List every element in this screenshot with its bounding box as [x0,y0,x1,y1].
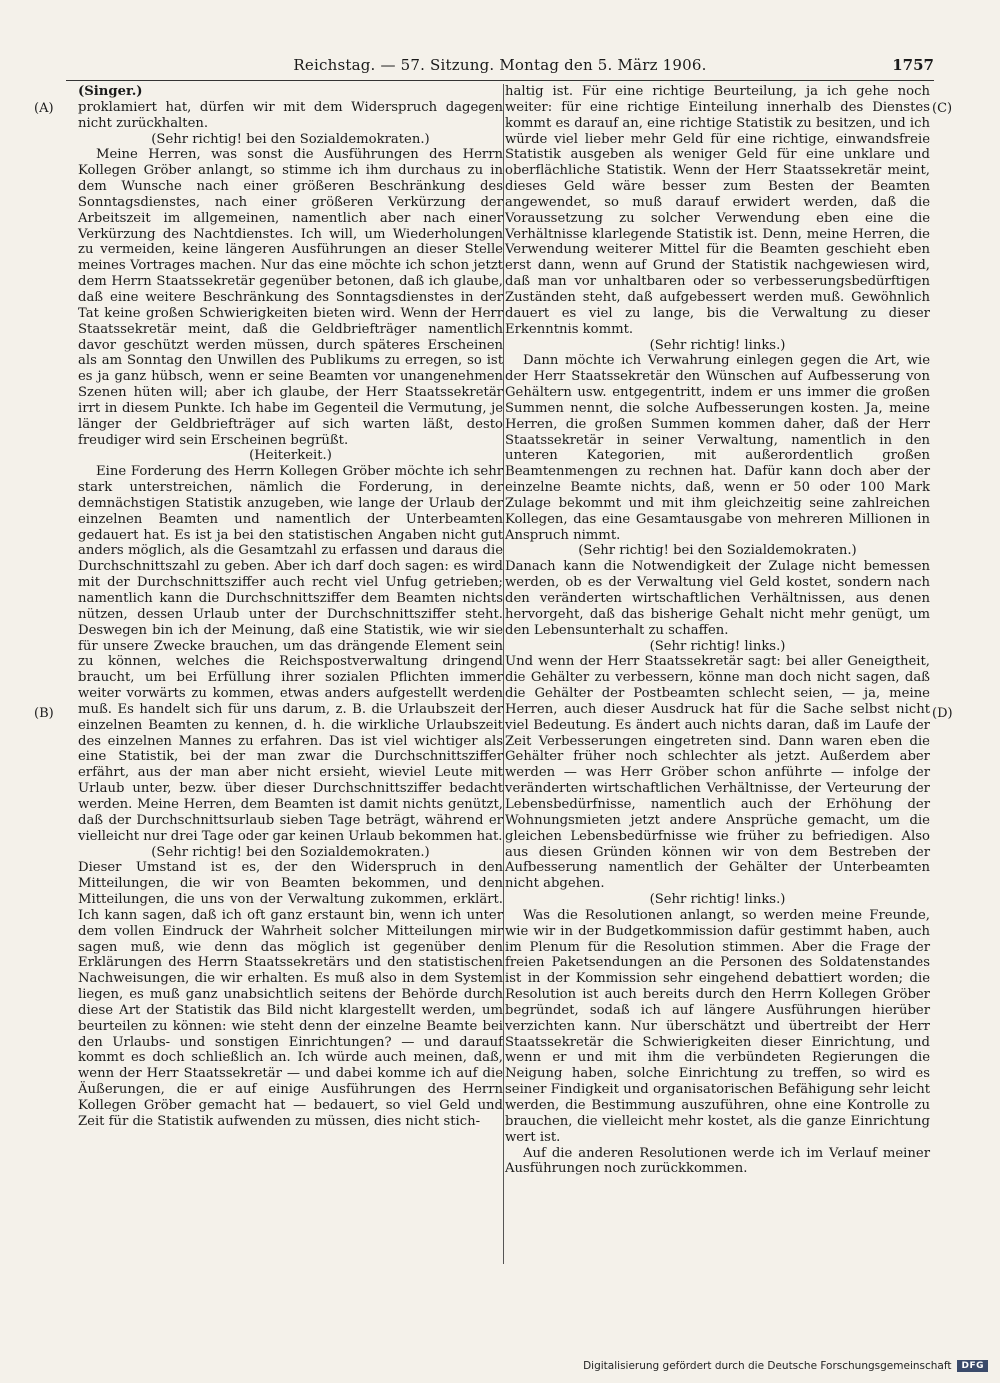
header-rule [66,80,934,81]
paragraph: Dann möchte ich Verwahrung einlegen gegen die Art, wie der Herr Staatssekretär den Wünschen auf Aufbesserung von Gehältern usw. entgegentritt, indem er uns immer die großen Summen nennt, die solche Aufbesserungen kosten. Ja, meine Herren, die großen Summen kommen daher, daß der Herr Staatssekretär in seiner Verwaltung, namentlich in den unteren Kategorien, mit außerordentlich großen Beamtenmengen zu rechnen hat. Dafür kann doch aber der einzelne Beamte nichts, daß, wenn er 50 oder 100 Mark Zulage bekommt und mit ihm gleichzeitig seine zahlreichen Kollegen, das eine Gesamtausgabe von mehreren Millionen in Anspruch nimmt. [505,353,930,543]
paragraph: haltig ist. Für eine richtige Beurteilung, ja ich gehe noch weiter: für eine richtige Einteilung innerhalb des Dienstes kommt es darauf an, eine richtige Statistik zu besitzen, und ich würde viel lieber mehr Geld für eine richtige, einwandsfreie Statistik ausgeben als weniger Geld für eine unklare und oberflächliche Statistik. Wenn der Herr Staatssekretär meint, dieses Geld wäre besser zum Besten der Beamten angewendet, so muß darauf erwidert werden, daß die Voraussetzung zu solcher Verwendung eben eine die Verhältnisse klarlegende Statistik ist. Denn, meine Herren, die Verwendung weiterer Mittel für die Beamten geschieht eben erst dann, wenn auf Grund der Statistik nachgewiesen wird, daß man vor unhaltbaren oder so verbesserungsbedürftigen Zuständen steht, daß aufgebessert werden muß. Gewöhnlich dauert es viel zu lange, bis die Verwaltung zu dieser Erkenntnis kommt. [505,84,930,337]
paragraph: Eine Forderung des Herrn Kollegen Gröber möchte ich sehr stark unterstreichen, nämlich die Forderung, in der demnächstigen Statistik anzugeben, wie lange der Urlaub der einzelnen Beamten und namentlich der Unterbeamten gedauert hat. Es ist ja bei den statistischen Angaben nicht gut anders möglich, als die Gesamtzahl zu erfassen und daraus die Durchschnittszahl zu geben. Aber ich darf doch sagen: es wird mit der Durchschnittsziffer auch recht viel Unfug getrieben; namentlich kann die Durchschnittsziffer dem Beamten nichts nützen, dessen Urlaub unter der Durchschnittsziffer steht. Deswegen bin ich der Meinung, daß eine Statistik, wie wir sie für unsere Zwecke brauchen, um das drängende Element sein zu können, welches die Reichspostverwaltung dringend braucht, um bei Erfüllung ihrer sozialen Pflichten immer weiter vorwärts zu kommen, etwas anders aufgestellt werden muß. Es handelt sich für uns darum, z. B. die Urlaubszeit der einzelnen Beamten zu kennen, d. h. die wirkliche Urlaubszeit des einzelnen Mannes zu erfahren. Das ist viel wichtiger als eine Statistik, bei der man zwar die Durchschnittsziffer erfährt, aus der man aber nicht ersieht, wieviel Leute mit Urlaub unter, bezw. über dieser Durchschnittsziffer bedacht werden. Meine Herren, dem Beamten ist damit nichts genützt, daß der Durchschnittsurlaub sieben Tage beträgt, während er vielleicht nur drei Tage oder gar keinen Urlaub bekommen hat. [78,464,503,844]
paragraph: Meine Herren, was sonst die Ausführungen des Herrn Kollegen Gröber anlangt, so stimme ich ihm durchaus zu in dem Wunsche nach einer größeren Beschränkung des Sonntagsdienstes, nach einer größeren Verkürzung der Arbeitszeit im allgemeinen, namentlich aber nach einer Verkürzung des Nachtdienstes. Ich will, um Wiederholungen zu vermeiden, keine längeren Ausführungen an dieser Stelle meines Vortrages machen. Nur das eine möchte ich schon jetzt dem Herrn Staatssekretär gegenüber betonen, daß ich glaube, daß eine weitere Beschränkung des Sonntagsdienstes in der Tat keine großen Schwierigkeiten bieten wird. Wenn der Herr Staatssekretär meint, daß die Geldbriefträger namentlich davor geschützt werden müssen, durch späteres Erscheinen als am Sonntag den Unwillen des Publikums zu erregen, so ist es ja ganz hübsch, wenn er seine Beamten vor unangenehmen Szenen hüten will; aber ich glaube, der Herr Staatssekretär irrt in diesem Punkte. Ich habe im Gegenteil die Vermutung, je länger der Geldbriefträger auf sich warten läßt, desto freudiger wird sein Erscheinen begrüßt. [78,147,503,448]
paragraph: Was die Resolutionen anlangt, so werden meine Freunde, wie wir in der Budgetkommission dafür gestimmt haben, auch im Plenum für die Resolution stimmen. Aber die Frage der freien Paketsendungen an die Personen des Soldatenstandes ist in der Kommission sehr eingehend debattiert worden; die Resolution ist auch bereits durch den Herrn Kollegen Gröber begründet, sodaß ich auf längere Ausführungen hierüber verzichten kann. Nur überschätzt und übertreibt der Herr Staatssekretär die Schwierigkeiten dieser Einrichtung, und wenn er und mit ihm die verbündeten Regierungen die Neigung haben, solche Einrichtung zu treffen, so wird es seiner Findigkeit und organisatorischen Befähigung sehr leicht werden, die Bestimmung auszuführen, ohne eine Kontrolle zu brauchen, die vielleicht mehr kostet, als die ganze Einrichtung wert ist. [505,907,930,1145]
paragraph: Auf die anderen Resolutionen werde ich im Verlauf meiner Ausführungen noch zurückkommen. [505,1145,930,1177]
paragraph: proklamiert hat, dürfen wir mit dem Widerspruch dagegen nicht zurückhalten. [78,99,503,131]
interjection: (Sehr richtig! links.) [649,337,786,353]
interjection: (Sehr richtig! links.) [649,638,786,654]
interjection: (Heiterkeit.) [249,448,332,464]
margin-marker-a: (A) [34,101,54,116]
speaker-name: (Singer.) [78,84,143,99]
interjection: (Sehr richtig! bei den Sozialdemokraten.) [578,543,857,559]
left-column [78,84,503,1130]
margin-marker-d: (D) [932,706,953,721]
dfg-logo: DFG [957,1360,988,1372]
paragraph: Und wenn der Herr Staatssekretär sagt: bei aller Geneigtheit, die Gehälter zu verbessern, könne man doch nicht sagen, daß die Gehälter der Postbeamten schlecht seien, — ja, meine Herren, auch dieser Ausdruck hat für die Sache selbst nicht viel Bedeutung. Es ändert auch nichts daran, daß im Laufe der Zeit Verbesserungen eingetreten sind. Dann waren eben die Gehälter früher noch schlechter als jetzt. Außerdem aber werden — was Herr Gröber schon anführte — infolge der veränderten wirtschaftlichen Verhältnisse, der Verteurung der Lebensbedürfnisse, namentlich auch der Erhöhung der Wohnungsmieten jetzt andere Ansprüche gemacht, um die gleichen Lebensbedürfnisse wie früher zu befriedigen. Also aus diesen Gründen können wir von dem Bestreben der Aufbesserung namentlich der Gehälter der Unterbeamten nicht abgehen. [505,654,930,892]
credit-text: Digitalisierung gefördert durch die Deutsche Forschungsgemeinschaft [583,1360,952,1372]
right-column [505,84,930,1177]
margin-marker-b: (B) [34,706,54,721]
interjection: (Sehr richtig! links.) [649,892,786,908]
paragraph: Dieser Umstand ist es, der den Widerspruch in den Mitteilungen, die wir von Beamten bekommen, und den Mitteilungen, die uns von der Verwaltung zukommen, erklärt. Ich kann sagen, daß ich oft ganz erstaunt bin, wenn ich unter dem vollen Eindruck der Wahrheit solcher Mitteilungen mir sagen muß, wie denn das möglich ist gegenüber den Erklärungen des Herrn Staatssekretärs und den statistischen Nachweisungen, die wir erhalten. Es muß also in dem System liegen, es muß ganz unabsichtlich seitens der Behörde durch diese Art der Statistik das Bild nicht klargestellt werden, um beurteilen zu können: wie steht denn der einzelne Beamte bei den Urlaubs- und sonstigen Einrichtungen? — und darauf kommt es doch schließlich an. Ich würde auch meinen, daß, wenn der Herr Staatssekretär — und dabei komme ich auf die Äußerungen, die er auf einige Ausführungen des Herrn Kollegen Gröber gemacht hat — bedauert, so viel Geld und Zeit für die Statistik aufwenden zu müssen, dies nicht stich- [78,860,503,1129]
page-header [66,56,934,78]
interjection: (Sehr richtig! bei den Sozialdemokraten.) [151,131,430,147]
digitization-credit [583,1360,988,1372]
column-divider [503,84,504,1264]
running-title: Reichstag. — 57. Sitzung. Montag den 5. März 1906. [293,56,707,74]
margin-marker-c: (C) [932,101,953,116]
interjection: (Sehr richtig! bei den Sozialdemokraten.) [151,844,430,860]
paragraph: Danach kann die Notwendigkeit der Zulage nicht bemessen werden, ob es der Verwaltung viel Geld kostet, sondern nach den veränderten wirtschaftlichen Verhältnissen, aus denen hervorgeht, daß das bisherige Gehalt nicht mehr genügt, um den Lebensunterhalt zu schaffen. [505,559,930,638]
page-number: 1757 [892,56,934,74]
